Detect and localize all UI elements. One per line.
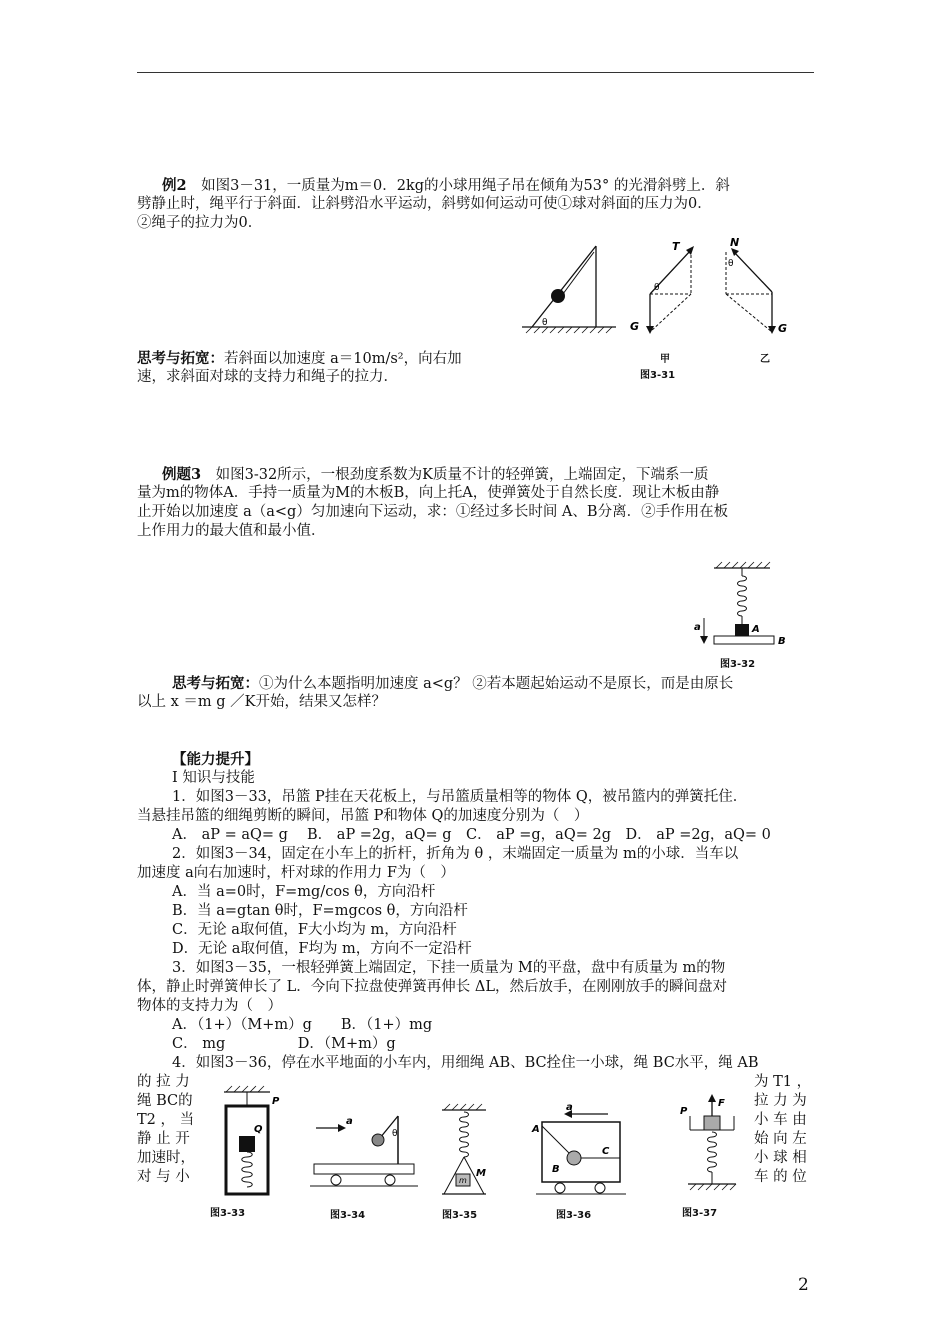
spring-tray-figure — [436, 1104, 492, 1200]
example3-line-2: 量为m的物体A．手持一质量为M的木板B，向上托A，使弹簧处于自然长度．现让木板由静 — [137, 485, 720, 501]
q3-options-cd: C． mg D．（M+m）g — [172, 1036, 396, 1052]
q3-options-ab: A．（1+）（M+m）g B．（1+）mg — [172, 1017, 433, 1033]
svg-text:m: m — [459, 1176, 467, 1185]
q4-right-1: 为 T1 ， — [754, 1074, 812, 1090]
cart-ball-figure — [530, 1104, 630, 1200]
incline-figure — [520, 238, 620, 334]
example3-line-3: 止开始以加速度 a（a<g）匀加速向下运动，求：①经过多长时间 A、B分离．②手作用在板 — [137, 504, 729, 520]
svg-text:θ: θ — [728, 259, 734, 269]
q3-line-1: 3．如图3－35，一根轻弹簧上端固定，下挂一质量为 M的平盘，盘中有质量为 m的物 — [172, 960, 726, 976]
fig-3-31-caption: 图3-31 — [640, 370, 676, 381]
q3-line-2: 体，静止时弹簧伸长了 L．今向下拉盘使弹簧再伸长 ΔL，然后放手，在刚刚放手的瞬间盘对 — [137, 979, 727, 995]
q2-option-b: B．当 a=gtan θ时，F=mgcos θ，方向沿杆 — [172, 903, 468, 919]
fig-3-35-caption: 图3-35 — [442, 1210, 478, 1221]
svg-text:a: a — [694, 622, 701, 633]
example3-think-2: 以上 x ＝m g ／K开始，结果又怎样？ — [137, 694, 386, 710]
q4-right-2: 拉 力 为 — [754, 1093, 807, 1109]
q4-left-4: 静 止 开 — [137, 1131, 190, 1147]
q4-left-2: 绳 BC的 — [137, 1093, 193, 1109]
q2-line-2: 加速度 a向右加速时，杆对球的作用力 F为（ ） — [137, 865, 455, 881]
fig-3-36-caption: 图3-36 — [556, 1210, 592, 1221]
example3-line-4: 上作用力的最大值和最小值． — [137, 523, 326, 539]
example2-think-1: 思考与拓宽：若斜面以加速度 a＝10m/s²，向右加 — [137, 350, 462, 367]
svg-text:θ: θ — [392, 1129, 398, 1139]
fig-3-32-caption: 图3-32 — [720, 659, 756, 670]
svg-text:F: F — [718, 1098, 725, 1109]
normal-label: N — [730, 236, 740, 249]
svg-text:B: B — [552, 1164, 560, 1175]
example2-line-2: 劈静止时，绳平行于斜面．让斜劈沿水平运动，斜劈如何运动可使①球对斜面的压力为0． — [137, 196, 712, 212]
q4-right-6: 车 的 位 — [754, 1169, 807, 1185]
q1-options: A． aP = aQ= g B． aP =2g，aQ= g C． aP =g，aQ= 2g D． aP =2g，aQ= 0 — [172, 827, 771, 843]
fig-3-34-caption: 图3-34 — [330, 1210, 366, 1221]
svg-text:A: A — [532, 1124, 540, 1135]
svg-text:B: B — [778, 636, 786, 647]
q2-option-a: A．当 a=0时，F=mg/cos θ，方向沿杆 — [172, 884, 436, 900]
example3-label: 例题3 — [162, 466, 202, 483]
spring-board-figure — [690, 560, 800, 660]
q4-line-1: 4．如图3－36，停在水平地面的小车内，用细绳 AB、BC拴住一小球，绳 BC水平，绳 AB — [172, 1055, 759, 1071]
gravity-label: G — [630, 320, 640, 333]
svg-text:A: A — [752, 624, 760, 635]
q2-line-1: 2．如图3－34，固定在小车上的折杆，折角为 θ ，末端固定一质量为 m的小球．当车以 — [172, 846, 739, 862]
cart-rod-figure — [310, 1108, 422, 1202]
q4-left-6: 对 与 小 — [137, 1169, 190, 1185]
svg-text:θ: θ — [654, 283, 660, 293]
fig-3-33-caption: 图3-33 — [210, 1208, 246, 1219]
force-diagram-jia — [628, 236, 708, 336]
svg-text:a: a — [566, 1102, 573, 1113]
q4-right-3: 小 车 由 — [754, 1112, 807, 1128]
svg-text:C: C — [602, 1146, 610, 1157]
q4-left-3: T2 ， 当 — [137, 1112, 195, 1128]
svg-text:P: P — [680, 1106, 688, 1117]
q2-option-d: D．无论 a取何值，F均为 m，方向不一定沿杆 — [172, 941, 472, 957]
q4-right-4: 始 向 左 — [754, 1131, 807, 1147]
q3-line-3: 物体的支持力为（ ） — [137, 998, 282, 1014]
fig-3-37-caption: 图3-37 — [682, 1208, 718, 1219]
ability-title: 【能力提升】 — [172, 751, 259, 768]
example3-think-1: 思考与拓宽：①为什么本题指明加速度 a<g？ ②若本题起始运动不是原长，而是由原长 — [172, 675, 734, 692]
ability-subtitle: Ⅰ 知识与技能 — [172, 770, 255, 786]
q4-right-5: 小 球 相 — [754, 1150, 807, 1166]
example2-think-2: 速，求斜面对球的支持力和绳子的拉力． — [137, 369, 398, 385]
force-diagram-yi — [722, 236, 802, 336]
svg-text:Q: Q — [254, 1124, 263, 1135]
svg-text:M: M — [476, 1168, 486, 1179]
q2-option-c: C．无论 a取何值，F大小均为 m，方向沿杆 — [172, 922, 457, 938]
label-jia: 甲 — [660, 354, 670, 365]
example2-line-1: 例2 如图3－31，一质量为m＝0．2kg的小球用绳子吊在倾角为53° 的光滑斜劈上．斜 — [162, 177, 730, 194]
example2-line-3: ②绳子的拉力为0． — [137, 215, 263, 231]
q4-left-5: 加速时， — [137, 1150, 195, 1166]
q1-line-2: 当悬挂吊篮的细绳剪断的瞬间，吊篮 P和物体 Q的加速度分别为（ ） — [137, 808, 589, 824]
spring-platform-figure — [680, 1094, 744, 1202]
svg-text:G: G — [778, 322, 788, 335]
q4-left-1: 的 拉 力 — [137, 1074, 190, 1090]
header-rule — [137, 72, 814, 73]
tension-label: T — [672, 240, 680, 253]
q1-line-1: 1．如图3－33，吊篮 P挂在天花板上，与吊篮质量相等的物体 Q，被吊篮内的弹簧托住． — [172, 789, 748, 805]
example3-line-1: 例题3 如图3-32所示，一根劲度系数为K质量不计的轻弹簧，上端固定，下端系一质 — [162, 466, 709, 483]
svg-text:θ: θ — [542, 318, 548, 328]
label-yi: 乙 — [760, 354, 770, 365]
svg-text:a: a — [346, 1116, 353, 1127]
hanging-basket-figure — [210, 1086, 284, 1198]
svg-text:P: P — [272, 1096, 280, 1107]
example2-label: 例2 — [162, 177, 187, 194]
page-number: 2 — [798, 1275, 809, 1295]
